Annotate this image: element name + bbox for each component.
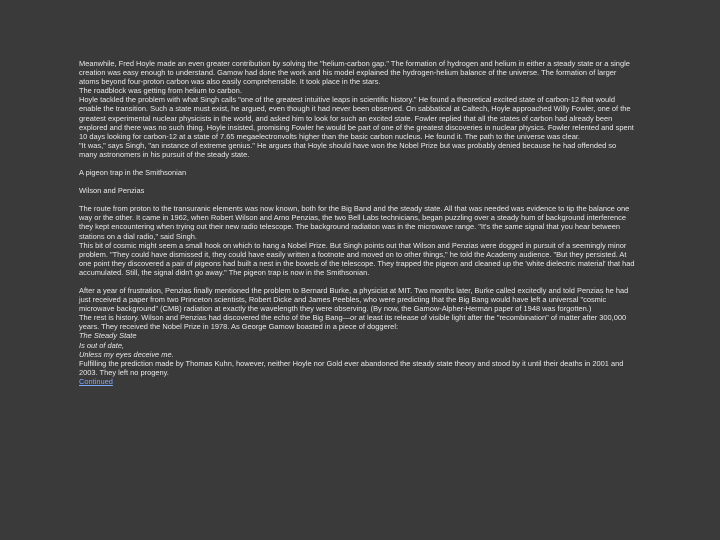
paragraph: "It was," says Singh, "an instance of extreme genius." He argues that Hoyle should have won the Nobel Prize but was probably denied because he had offended so many astronomers in his pursuit of the steady state. — [79, 140, 617, 159]
article-body — [79, 59, 635, 386]
poem-line: Unless my eyes deceive me. — [79, 349, 174, 359]
poem-line: The Steady State — [79, 331, 137, 341]
poem-line: Is out of date, — [79, 340, 125, 350]
paragraph: The rest is history. Wilson and Penzias had discovered the echo of the Big Bang—or at least its release of visible light after the "recombination" of matter after 300,000 years. They received the Nobel Prize in 1978. As George Gamow boasted in a piece of doggerel: — [79, 313, 627, 332]
paragraph: The roadblock was getting from helium to carbon. — [79, 86, 242, 96]
paragraph: After a year of frustration, Penzias finally mentioned the problem to Bernard Burke, a physicist at MIT. Two months later, Burke called excitedly and told Penzias he had just received a paper from two Princeton scientists, Robert Dicke and James Peebles, who were predicting that the Big Bang would have left a universal "cosmic microwave background" (CMB) radiation at exactly the wavelength they were observing. (By now, the Gamow-Alpher-Herman paper of 1948 was forgotten.) — [79, 285, 629, 314]
paragraph: The route from proton to the transuranic elements was now known, both for the Big Band and the steady state. All that was needed was evidence to tip the balance one way or the other. It came in 1962, when Robert Wilson and Arno Penzias, the two Bell Labs technicians, began puzzling over a steady hum of background interference they kept encountering when trying out their new radio telescope. The background radiation was in the microwave range. "It's the same signal that you hear between stations on a dial radio," said Singh. — [79, 204, 630, 241]
paragraph: Fulfilling the prediction made by Thomas Kuhn, however, neither Hoyle nor Gold ever abandoned the steady state theory and stood by it until their deaths in 2001 and 2003. They left no progeny. — [79, 358, 624, 377]
section-heading: Wilson and Penzias — [79, 186, 145, 196]
section-heading: A pigeon trap in the Smithsonian — [79, 168, 187, 178]
paragraph: Meanwhile, Fred Hoyle made an even greater contribution by solving the "helium-carbon gap." The formation of hydrogen and helium in either a steady state or a single creation was easy enough to understand. Gamow had done the work and his model explained the hydrogen-helium balance of the universe. The formation of larger atoms beyond four-proton carbon was also easily comprehensible. It took place in the stars. — [79, 59, 630, 87]
paragraph: Hoyle tackled the problem with what Singh calls "one of the greatest intuitive leaps in scientific history." He found a theoretical excited state of carbon-12 that would enable the transition. Such a state must exist, he argued, even though it had never been observed. On sabbatical at Caltech, Hoyle approached Willy Fowler, one of the greatest experimental nuclear physicists in the world, and asked him to look for such an excited state. Fowler replied that all the states of carbon had already been explored and there was no such thing. Hoyle insisted, promising Fowler he would be part of one of the greatest discoveries in nuclear physics. Fowler relented and spent 10 days looking for carbon-12 at a state of 7.65 megaelectronvolts higher than the basic carbon nucleus. He found it. The path to the universe was clear. — [79, 95, 634, 141]
continued-link[interactable]: Continued — [79, 376, 113, 386]
paragraph: This bit of cosmic might seem a small hook on which to hang a Nobel Prize. But Singh points out that Wilson and Penzias were dogged in pursuit of a seemingly minor problem. "They could have dismissed it, they could have easily written a footnote and moved on to other things," he told the Academy audience. "But they persisted. At one point they discovered a pair of pigeons had built a nest in the bowels of the telescope. They trapped the pigeon and cleaned up the 'white dielectric material' that had accumulated. Still, the signal didn't go away." The pigeon trap is now in the Smithsonian. — [79, 240, 635, 277]
